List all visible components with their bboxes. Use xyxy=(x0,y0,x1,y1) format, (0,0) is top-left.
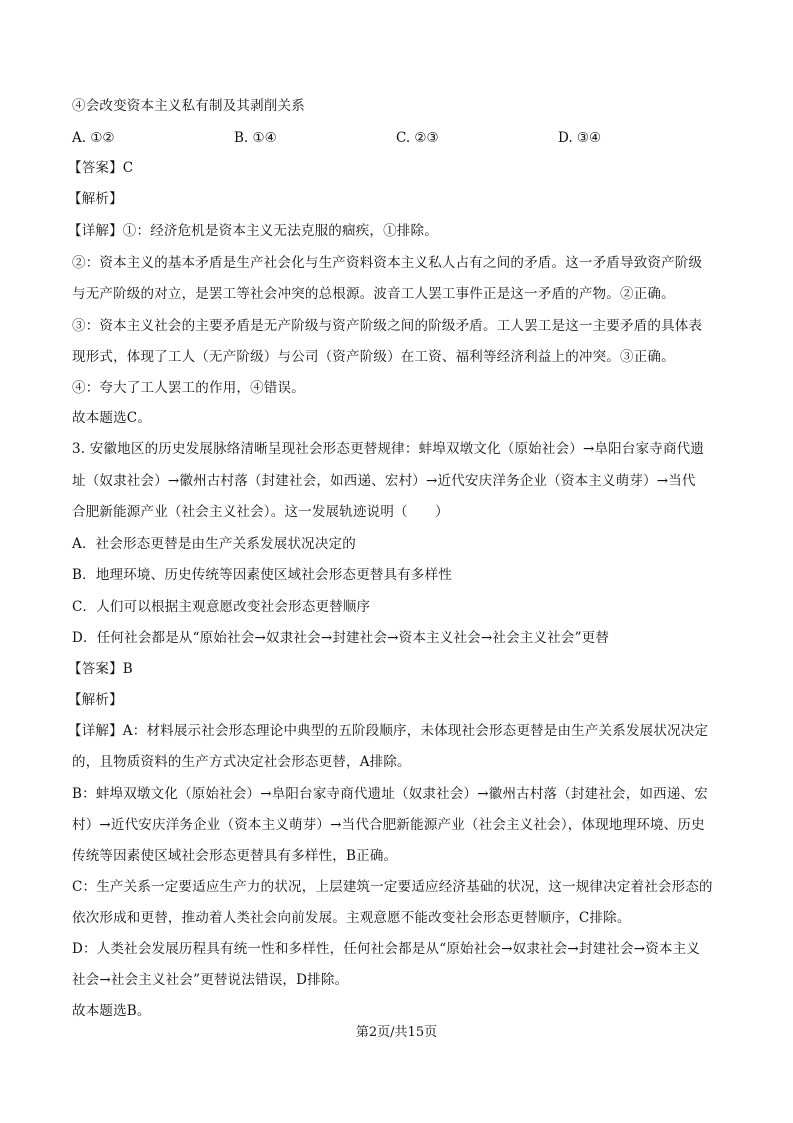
q3-stem-line: 址（奴隶社会）→徽州古村落（封建社会，如西递、宏村）→近代安庆洋务企业（资本主义萌芽）→当代 xyxy=(72,473,696,489)
q3-detail-line: 【详解】A：材料展示社会形态理论中典型的五阶段顺序，未体现社会形态更替是由生产关系发展状况决定 xyxy=(68,723,709,739)
q2-detail-line: ②：资本主义的基本矛盾是生产社会化与生产资料资本主义私人占有之间的矛盾。这一矛盾导致资产阶级 xyxy=(72,255,703,271)
q3-detail-line: 传统等因素使区域社会形态更替具有多样性，B正确。 xyxy=(72,848,398,864)
q3-answer: 【答案】B xyxy=(68,661,133,677)
q2-option-d: D. ③④ xyxy=(558,130,602,146)
q3-detail-line: 村）→近代安庆洋务企业（资本主义萌芽）→当代合肥新能源产业（社会主义社会），体现地理环境、历史 xyxy=(72,817,705,833)
q2-option-b: B. ①④ xyxy=(234,130,277,146)
q3-stem-line: 合肥新能源产业（社会主义社会）。这一发展轨迹说明（ ） xyxy=(72,504,449,520)
q3-stem-line: 3. 安徽地区的历史发展脉络清晰呈现社会形态更替规律：蚌埠双墩文化（原始社会）→阜阳台家寺商代遗 xyxy=(72,441,705,457)
q2-detail-line: 【详解】①：经济危机是资本主义无法克服的痼疾，①排除。 xyxy=(68,223,438,239)
q2-detail-line: 与无产阶级的对立，是罢工等社会冲突的总根源。波音工人罢工事件正是这一矛盾的产物。②正确。 xyxy=(72,286,675,302)
q3-detail-line: 的，且物质资料的生产方式决定社会形态更替，A排除。 xyxy=(72,754,411,770)
q3-option-b: B．地理环境、历史传统等因素使区域社会形态更替具有多样性 xyxy=(72,567,453,583)
q2-answer: 【答案】C xyxy=(68,160,134,176)
q2-analysis-label: 【解析】 xyxy=(68,191,123,207)
q3-detail-line: B：蚌埠双墩文化（原始社会）→阜阳台家寺商代遗址（奴隶社会）→徽州古村落（封建社会，如西递、宏 xyxy=(72,786,708,802)
q3-option-a: A．社会形态更替是由生产关系发展状况决定的 xyxy=(72,536,356,552)
q2-conclusion: 故本题选C。 xyxy=(72,410,152,426)
q2-detail-line: 现形式，体现了工人（无产阶级）与公司（资产阶级）在工资、福利等经济利益上的冲突。③正确。 xyxy=(72,349,675,365)
q3-analysis-label: 【解析】 xyxy=(68,692,123,708)
q2-item4: ④会改变资本主义私有制及其剥削关系 xyxy=(72,98,305,114)
q3-detail-line: C：生产关系一定要适应生产力的状况，上层建筑一定要适应经济基础的状况，这一规律决定着社会形态的 xyxy=(72,879,713,895)
q2-detail-line: ④：夸大了工人罢工的作用，④错误。 xyxy=(72,380,305,396)
q3-detail-line: D：人类社会发展历程具有统一性和多样性，任何社会都是从“原始社会→奴隶社会→封建社会→资本主义 xyxy=(72,941,701,957)
page-number-footer: 第2页/共15页 xyxy=(355,1025,438,1040)
q2-option-a: A. ①② xyxy=(72,130,115,146)
q3-option-d: D．任何社会都是从“原始社会→奴隶社会→封建社会→资本主义社会→社会主义社会”更替 xyxy=(72,630,610,646)
q3-option-c: C．人们可以根据主观意愿改变社会形态更替顺序 xyxy=(72,599,371,615)
q3-detail-line: 社会→社会主义社会”更替说法错误，D排除。 xyxy=(72,972,349,988)
q3-conclusion: 故本题选B。 xyxy=(72,1003,151,1019)
q3-detail-line: 依次形成和更替，推动着人类社会向前发展。主观意愿不能改变社会形态更替顺序，C排除。 xyxy=(72,910,631,926)
q2-detail-line: ③：资本主义社会的主要矛盾是无产阶级与资产阶级之间的阶级矛盾。工人罢工是这一主要矛盾的具体表 xyxy=(72,318,703,334)
q2-option-c: C. ②③ xyxy=(396,130,439,146)
